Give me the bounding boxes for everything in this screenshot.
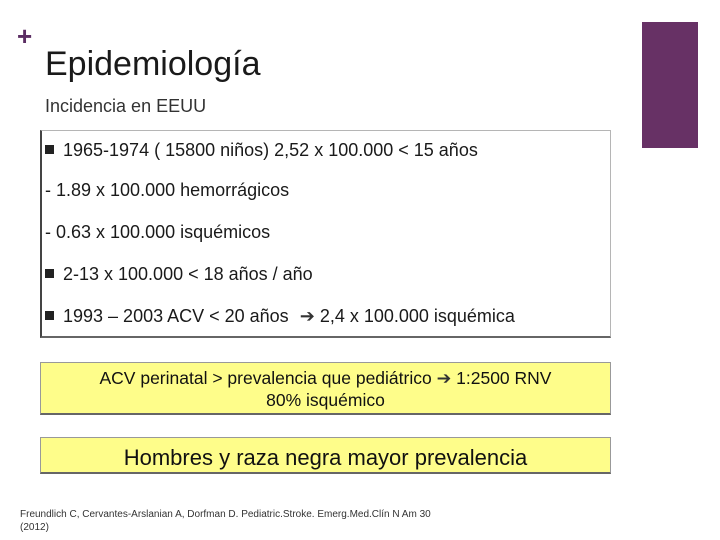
highlight-text: 1:2500 RNV xyxy=(456,368,552,388)
arrow-right-icon: ➔ xyxy=(436,368,452,388)
subtitle: Incidencia en EEUU xyxy=(45,96,207,116)
highlight-text: Hombres y raza negra mayor prevalencia xyxy=(123,445,528,470)
highlight-text: ACV perinatal > prevalencia que pediátrico xyxy=(99,368,432,388)
bullet-item-3 xyxy=(45,306,515,327)
bullet-text: 1993 – 2003 ACV < 20 años xyxy=(63,306,289,326)
arrow-right-icon: ➔ xyxy=(299,306,315,326)
square-bullet-icon xyxy=(45,269,54,278)
sub-item-text: - 1.89 x 100.000 hemorrágicos xyxy=(45,180,290,200)
bullet-text: 2-13 x 100.000 < 18 años / año xyxy=(63,264,313,284)
reference-line: Freundlich C, Cervantes-Arslanian A, Dorfman D. Pediatric.Stroke. Emerg.Med.Clín N Am 30 xyxy=(20,509,431,520)
highlight-box-prevalence xyxy=(40,437,611,474)
reference-citation xyxy=(20,508,480,534)
plus-logo: + xyxy=(17,21,33,51)
bullet-text: 2,4 x 100.000 isquémica xyxy=(319,306,515,326)
highlight-box-perinatal xyxy=(40,362,611,415)
sub-item-ischemic xyxy=(45,222,270,243)
square-bullet-icon xyxy=(45,311,54,320)
sub-item-hemorrhagic xyxy=(45,180,289,201)
bullet-text: 1965-1974 ( 15800 niños) 2,52 x 100.000 < 15 años xyxy=(63,140,478,160)
highlight-text: 80% isquémico xyxy=(266,390,385,410)
page-title: Epidemiología xyxy=(45,45,261,83)
sub-item-text: - 0.63 x 100.000 isquémicos xyxy=(45,222,271,242)
reference-line: (2012) xyxy=(20,522,49,533)
accent-bar xyxy=(642,22,698,148)
bullet-item-2 xyxy=(45,264,313,285)
bullet-item-1 xyxy=(45,140,478,161)
square-bullet-icon xyxy=(45,145,54,154)
